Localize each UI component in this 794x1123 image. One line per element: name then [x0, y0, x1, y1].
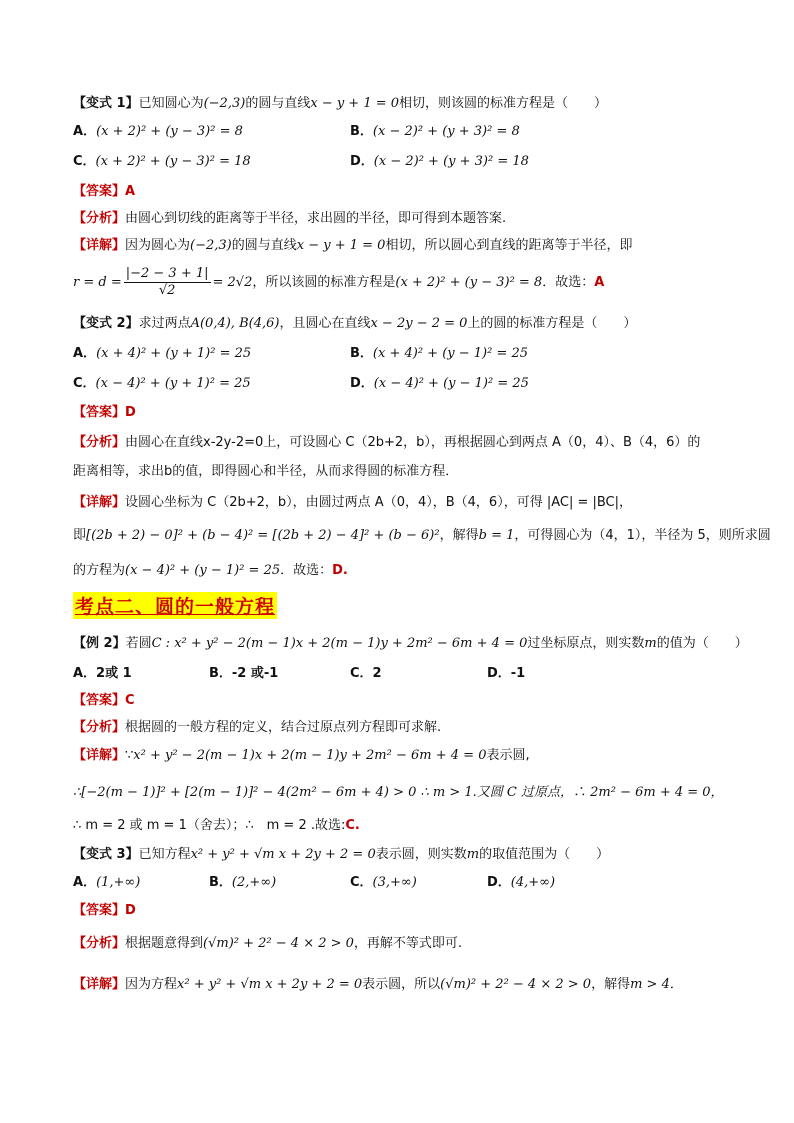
- v2-detail-3: 的方程为(x − 4)² + (y − 1)² = 25．故选：D.: [73, 563, 348, 578]
- v3-answer: 【答案】D: [73, 903, 136, 918]
- ex2-detail-2: ∴[−2(m − 1)]² + [2(m − 1)]² − 4(2m² − 6m + 4) > 0 ∴ m > 1.又圆 C 过原点，∴ 2m² − 6m + 4 = 0，: [73, 785, 724, 800]
- v2-detail-1: 【详解】设圆心坐标为 C（2b+2，b），由圆过两点 A（0，4），B（4，6），可得 |AC| = |BC|，: [73, 495, 633, 510]
- v3-question: 【变式 3】已知方程x² + y² + √m x + 2y + 2 = 0表示圆，则实数m的取值范围为（ ）: [73, 847, 610, 862]
- v1-option-b: B．(x − 2)² + (y + 3)² = 8: [350, 124, 520, 139]
- v3-option-d: D．(4,+∞): [487, 875, 556, 890]
- ex2-detail-3: ∴ m = 2 或 m = 1（舍去）；∴ m = 2 .故选:C.: [73, 818, 360, 833]
- v2-answer: 【答案】D: [73, 405, 136, 420]
- v2-analysis-2: 距离相等，求出b的值，即得圆心和半径，从而求得圆的标准方程．: [73, 464, 459, 479]
- v3-tag: 【变式 3】: [73, 847, 139, 862]
- v2-analysis-1: 【分析】由圆心在直线x-2y-2=0上，可设圆心 C（2b+2，b），再根据圆心到两点 A（0，4）、B（4，6）的: [73, 435, 701, 450]
- v3-option-b: B．(2,+∞): [209, 875, 277, 890]
- v2-tag: 【变式 2】: [73, 316, 139, 331]
- v1-option-a: A．(x + 2)² + (y − 3)² = 8: [73, 124, 243, 139]
- v3-analysis: 【分析】根据题意得到(√m)² + 2² − 4 × 2 > 0，再解不等式即可.: [73, 936, 463, 951]
- v1-option-c: C．(x + 2)² + (y − 3)² = 18: [73, 154, 251, 169]
- v2-question: 【变式 2】求过两点A(0,4), B(4,6)，且圆心在直线x − 2y − 2 = 0上的圆的标准方程是（ ）: [73, 316, 637, 331]
- ex2-answer: 【答案】C: [73, 693, 135, 708]
- ex2-option-b: B．-2 或-1: [209, 666, 279, 681]
- v2-option-b: B．(x + 4)² + (y − 1)² = 25: [350, 346, 529, 361]
- ex2-question: 【例 2】若圆C : x² + y² − 2(m − 1)x + 2(m − 1)y + 2m² − 6m + 4 = 0过坐标原点，则实数m的值为（ ）: [73, 636, 748, 651]
- ex2-option-d: D．-1: [487, 666, 526, 681]
- ex2-detail-1: 【详解】∵x² + y² − 2(m − 1)x + 2(m − 1)y + 2m² − 6m + 4 = 0表示圆,: [73, 748, 530, 763]
- v1-question: 【变式 1】已知圆心为(−2,3)的圆与直线x − y + 1 = 0相切，则该圆的标准方程是（ ）: [73, 96, 608, 111]
- v2-detail-2: 即[(2b + 2) − 0]² + (b − 4)² = [(2b + 2) − 4]² + (b − 6)²，解得b = 1，可得圆心为（4，1），半径为 5，则所求圆: [73, 528, 771, 543]
- v1-detail-2: r = d = $\frac{|-2 - 3 + 1|}{√2}$ = 2√2，所以该圆的标准方程是(x + 2)² + (y − 3)² = 8．故选：A: [73, 266, 605, 298]
- ex2-option-c: C．2: [350, 666, 382, 681]
- ex2-tag: 【例 2】: [73, 636, 126, 651]
- v1-tag: 【变式 1】: [73, 96, 139, 111]
- v1-detail-1: 【详解】因为圆心为(−2,3)的圆与直线x − y + 1 = 0相切，所以圆心到直线的距离等于半径，即: [73, 238, 633, 253]
- ex2-analysis: 【分析】根据圆的一般方程的定义，结合过原点列方程即可求解.: [73, 720, 442, 735]
- v3-option-c: C．(3,+∞): [350, 875, 417, 890]
- ex2-option-a: A．2或 1: [73, 666, 132, 681]
- v1-answer: 【答案】A: [73, 184, 136, 199]
- distance-fraction: $\frac{|-2 - 3 + 1|}{√2}$: [125, 266, 209, 298]
- v2-option-a: A．(x + 4)² + (y + 1)² = 25: [73, 346, 252, 361]
- v2-option-d: D．(x − 4)² + (y − 1)² = 25: [350, 376, 529, 391]
- v3-option-a: A．(1,+∞): [73, 875, 141, 890]
- section-title: 考点二、圆的一般方程: [73, 592, 277, 619]
- v1-option-d: D．(x − 2)² + (y + 3)² = 18: [350, 154, 529, 169]
- v1-analysis: 【分析】由圆心到切线的距离等于半径，求出圆的半径，即可得到本题答案.: [73, 211, 507, 226]
- v2-option-c: C．(x − 4)² + (y + 1)² = 25: [73, 376, 251, 391]
- v3-detail: 【详解】因为方程x² + y² + √m x + 2y + 2 = 0表示圆，所以(√m)² + 2² − 4 × 2 > 0，解得m > 4．: [73, 977, 683, 992]
